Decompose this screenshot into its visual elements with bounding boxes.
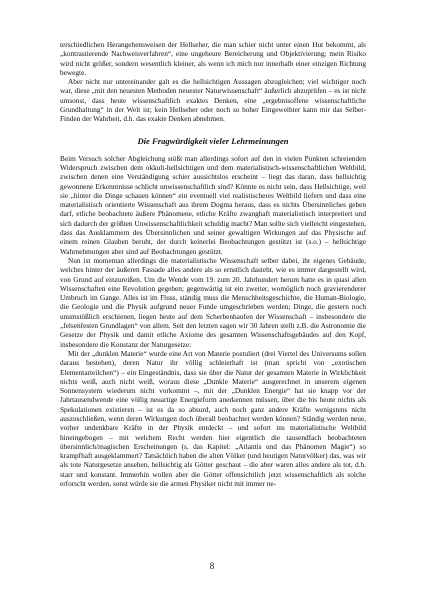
text-column: [60, 40, 366, 488]
section-heading: Die Fragwürdigkeit vieler Lehrmeinungen: [137, 135, 289, 146]
paragraph: Nun ist momentan allerdings die materialistische Wissenschaft selber dabei, ihr eigenes Gebäude, welches hinter der äußeren Fassade alles andere als so ernstlich dasteht, wie es immer dargestellt wird, von Grund auf einzureißen. Um die Wende vom 19. zum 20. Jahrhundert herum hatte es in quasi allen Wissenschaften eine Revolution gegeben; gegenwärtig ist ein zweiter, womöglich noch gravierenderer Umbruch im Gange. Alles ist im Fluss, ständig muss die Menschheitsgeschichte, die Human-Biologie, die Geologie und die Physik aufgrund neuer Funde umgeschrieben werden; Dinge, die gestern noch unumstößlich erschienen, liegen heute auf dem Scherbenhaufen der Wissenschaft – insbesondere die „felsenfesten Grundlagen“ von allem. Seit den letzten sagen wir 30 Jahren stellt z.B. die Astronomie die Gesetze der Physik und damit etliche Axiome des gesamten Wissenschaftsgebäudes auf den Kopf, insbesondere die Konstanz der Naturgesetze:: [60, 255, 366, 349]
paragraph: Aber nicht nur untereinander galt es die hellsichtigen Aussagen abzugleichen; viel wichtiger noch war, diese „mit den neuesten Methoden neuester Naturwissenschaft“ äußerlich abzuprüfen – es ist nicht umsonst, dass heute wissenschaftlich exaktes Denken, eine „ergebnisoffene wissenschaftliche Grundhaltung“ in der Welt ist; kein Hellseher oder noch so hoher Eingeweihter kann mir das Selber-Finden der Wahrheit, d.h. das exakte Denken abnehmen.: [60, 77, 366, 124]
paragraph: Beim Versuch solcher Abgleichung stößt man allerdings sofort auf den in vielen Punkten schreienden Widerspruch zwischen dem okkult-hellsichtigen und dem materialistisch-wissenschaftlichen Weltbild, zwischen denen eine Verständigung schier aussichtslos erscheint – liegt das daran, dass hellsichtig gewonnene Erkenntnisse schlicht unwissenschaftlich sind? Könnte es nicht sein, dass Hellsichtige, weil sie „hinter die Dinge schauen können“ ein eventuell viel realistischeres Weltbild liefern und dass eine materialistisch orientierte Wissenschaft aus ihrem Dogma heraus, dass es nichts Übersinnliches geben darf, etliche beobachtete äußere Phänomene, etliche Kräfte zwanghaft materialistisch interpretiert und sich dadurch der größten Unwissenschaftlichkeit schuldig macht? Man sollte sich vielleicht eingestehen, dass das Ausklammern des Übersinnlichen und seiner gewaltigen Wirkungen auf das Physische auf einem reinen Glauben beruht, der durch keinerlei Beobachtungen gestützt ist (s.o.) – hellsichtige Wahrnehmungen aber sind auf Beobachtungen gestützt.: [60, 153, 366, 256]
paragraph: Mit der „dunklen Materie“ wurde eine Art von Materie postuliert (drei Viertel des Universums sollen daraus bestehen), deren Natur ihr völlig schleierhaft ist (man spricht von „exotischen Elementarteilchen“) – ein Eingeständnis, dass sie über die Natur der gesamten Materie in Wirklichkeit nichts weiß, auch nicht weiß, woraus diese „Dunkle Materie“ ausgerechnet in unserem eigenen Sonnensystem wiederum nicht vorkommt –, mit der „Dunklen Energie“ hat sie knapp vor der Jahrtausendwende eine völlig neuartige Energieform anerkennen müssen, über die bis heute nichts als Spekulationen existieren – ist es da so absurd, auch noch ganz andere Kräfte wenigstens nicht auszuschließen, wenn deren Wirkungen doch überall beobachtet werden können? Ständig werden neue, vorher undenkbare Kräfte in der Physik entdeckt – und sofort ins materialistische Weltbild hineingebogen – mit welchem Recht werden hier eigentlich die tausendfach beobachteten übersinnlich/magischen Erscheinungen (s. das Kapitel: „Atlantis und das Phänomen Magie“) so krampfhaft ausgeklammert? Tatsächlich haben die alten Völker (und heutigen Naturvölker) das, was wir als tote Naturgesetze ansehen, hellsichtig als Götter geschaut – die aber waren alles andere als tot, d.h. starr und konstant. Immerhin wollen aber die Götter offensichtlich jetzt wissenschaftlich als solche erforscht werden, sonst würde sie die armen Physiker nicht mit immer ne-: [60, 348, 366, 489]
paragraph-continuation: terschiedlichen Herangehensweisen der Hellseher, die man schier nicht unter einen Hut bekommt, als „kontrastierende Nachweisverfahren“, eine ungeheure Bereicherung und Objektivierung; mein Risiko wird nicht größer, sondern wesentlich kleiner, als wenn ich mich nur innerhalb einer einzigen Richtung bewegte.: [60, 40, 366, 77]
page-number: 8: [209, 561, 215, 571]
